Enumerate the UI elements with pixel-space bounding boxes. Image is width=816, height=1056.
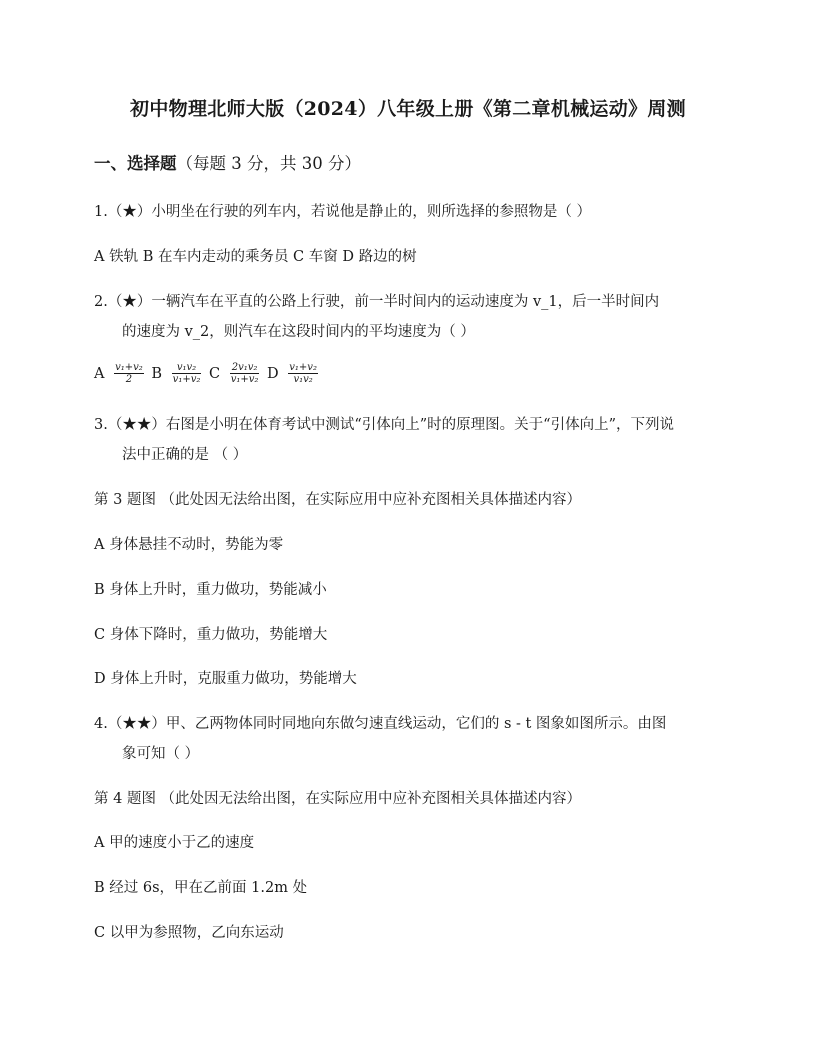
question-1-options: A 铁轨 B 在车内走动的乘务员 C 车窗 D 路边的树 xyxy=(94,249,417,265)
option-d-denominator: v₁v₂ xyxy=(293,374,313,385)
option-c-fraction xyxy=(230,362,260,385)
question-4-option-c: C 以甲为参照物，乙向东运动 xyxy=(94,925,284,941)
question-4-option-b: B 经过 6s，甲在乙前面 1.2m 处 xyxy=(94,880,308,896)
question-3-option-b: B 身体上升时，重力做功，势能减小 xyxy=(94,582,327,598)
question-2-stem-line-1: 2.（★）一辆汽车在平直的公路上行驶，前一半时间内的运动速度为 v_1，后一半时间内 xyxy=(94,294,660,310)
option-b-numerator: v₁v₂ xyxy=(172,362,202,374)
option-b-fraction xyxy=(172,362,202,385)
question-3-option-d: D 身体上升时，克服重力做功，势能增大 xyxy=(94,671,357,687)
section-heading xyxy=(94,150,361,174)
question-2-stem-line-2: 的速度为 v_2，则汽车在这段时间内的平均速度为（ ） xyxy=(122,324,475,340)
option-a-fraction xyxy=(114,362,144,385)
section-heading-label: 一、选择题 xyxy=(94,154,177,173)
option-a-denominator: 2 xyxy=(125,374,133,385)
option-c-numerator: 2v₁v₂ xyxy=(230,362,260,374)
question-2-options xyxy=(94,362,321,385)
question-4-option-a: A 甲的速度小于乙的速度 xyxy=(94,835,255,851)
question-3-figure-note: 第 3 题图 （此处因无法给出图，在实际应用中应补充图相关具体描述内容） xyxy=(94,492,582,508)
option-d-numerator: v₁+v₂ xyxy=(289,362,317,373)
question-1-stem: 1.（★）小明坐在行驶的列车内，若说他是静止的，则所选择的参照物是（ ） xyxy=(94,204,591,220)
option-b-label: B xyxy=(151,365,163,382)
question-3-stem-line-2: 法中正确的是 （ ） xyxy=(122,447,248,463)
page-title: 初中物理北师大版（2024）八年级上册《第二章机械运动》周测 xyxy=(130,98,686,120)
section-heading-note: （每题 3 分，共 30 分） xyxy=(176,154,361,173)
option-a-numerator: v₁+v₂ xyxy=(115,362,143,373)
question-3-option-c: C 身体下降时，重力做功，势能增大 xyxy=(94,627,328,643)
question-3-option-a: A 身体悬挂不动时，势能为零 xyxy=(94,537,284,553)
question-4-stem-line-1: 4.（★★）甲、乙两物体同时同地向东做匀速直线运动，它们的 s - t 图象如图所示。由图 xyxy=(94,716,667,732)
question-4-stem-line-2: 象可知（ ） xyxy=(122,746,200,762)
question-3-stem-line-1: 3.（★★）右图是小明在体育考试中测试“引体向上”时的原理图。关于“引体向上”，下列说 xyxy=(94,417,674,433)
option-a-label: A xyxy=(94,365,105,382)
option-d-fraction xyxy=(288,362,318,385)
option-b-denominator: v₁+v₂ xyxy=(172,374,201,385)
option-c-denominator: v₁+v₂ xyxy=(230,374,259,385)
question-4-figure-note: 第 4 题图 （此处因无法给出图，在实际应用中应补充图相关具体描述内容） xyxy=(94,791,582,807)
option-d-label: D xyxy=(267,365,279,382)
option-c-label: C xyxy=(208,365,221,382)
